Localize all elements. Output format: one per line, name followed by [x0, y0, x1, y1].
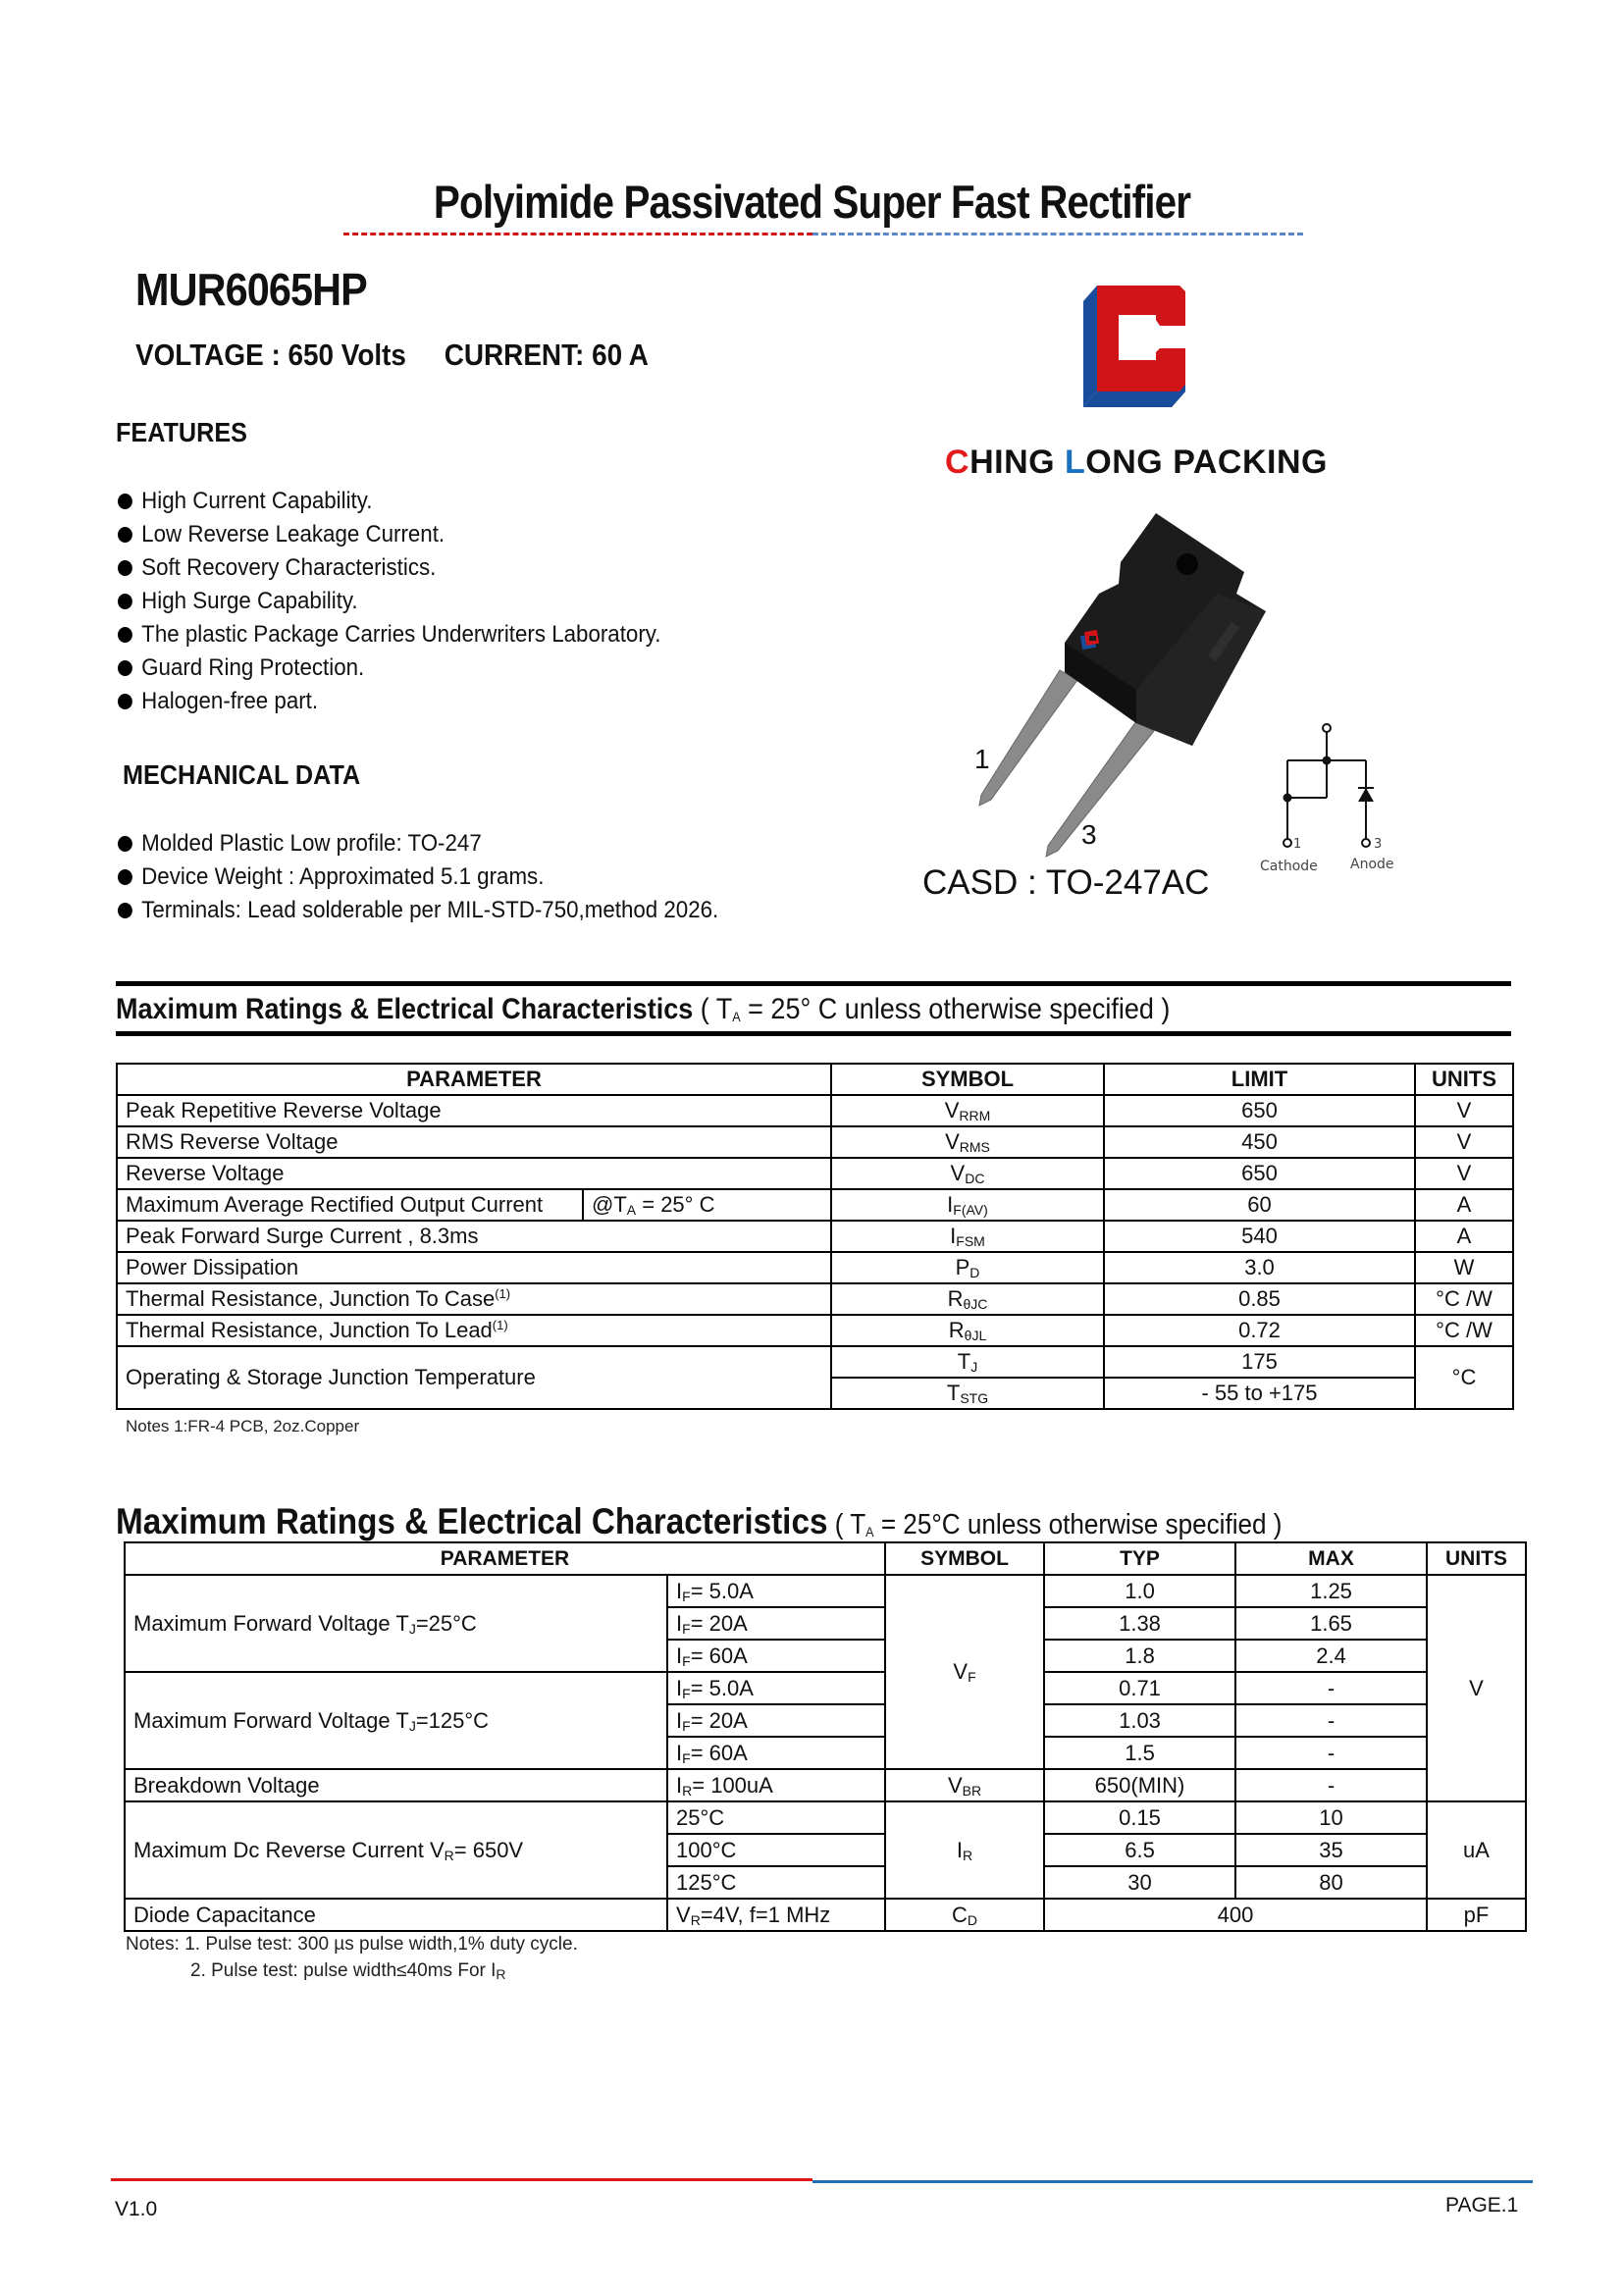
parameter-text: Maximum Forward Voltage T	[133, 1610, 409, 1636]
typ-value: 30	[1127, 1869, 1152, 1895]
parameter-text: RMS Reverse Voltage	[126, 1129, 339, 1154]
condition-subscript: F	[682, 1685, 691, 1701]
typ-cell	[1044, 1672, 1235, 1704]
symbol-cell	[831, 1158, 1104, 1189]
limit-value: 540	[1241, 1224, 1278, 1248]
table-row	[117, 1315, 1513, 1346]
units-value: W	[1453, 1255, 1475, 1279]
condition-cell	[667, 1866, 885, 1899]
units-cell	[1415, 1315, 1513, 1346]
page-number: PAGE.1	[1445, 2194, 1519, 2217]
table-row	[125, 1801, 1526, 1834]
units-cell	[1415, 1126, 1513, 1158]
limit-cell	[1104, 1346, 1415, 1378]
units-value: pF	[1463, 1902, 1490, 1927]
typ-cell	[1044, 1607, 1235, 1640]
header-limit: LIMIT	[1104, 1064, 1415, 1095]
condition-text: = 20A	[690, 1707, 748, 1733]
condition-text: = 5.0A	[690, 1578, 754, 1603]
mechanical-item-text: Terminals: Lead solderable per MIL-STD-750,method 2026.	[141, 897, 719, 923]
typ-value: 1.0	[1125, 1578, 1155, 1603]
feature-item-text: High Current Capability.	[141, 488, 373, 514]
parameter-text: Peak Forward Surge Current , 8.3ms	[126, 1224, 479, 1248]
feature-item	[118, 685, 660, 718]
units-value: °C	[1451, 1365, 1477, 1389]
symbol-subscript: θJC	[963, 1296, 988, 1312]
condition-cell	[667, 1769, 885, 1801]
bullet-icon	[118, 836, 132, 852]
ratings-summary	[135, 338, 649, 373]
symbol-cell	[831, 1189, 1104, 1221]
limit-cell	[1104, 1189, 1415, 1221]
symbol-main: P	[955, 1255, 970, 1279]
bullet-icon	[118, 594, 132, 609]
condition-text: @T	[592, 1192, 627, 1217]
current-rating: CURRENT: 60 A	[444, 338, 649, 372]
diode-schematic-icon	[1246, 721, 1418, 888]
symbol-subscript: θJL	[964, 1328, 987, 1343]
condition-cell	[667, 1575, 885, 1607]
max-value: 1.65	[1310, 1610, 1352, 1636]
parameter-text: Power Dissipation	[126, 1255, 299, 1279]
max-value: -	[1327, 1675, 1336, 1700]
title-underline	[343, 233, 1303, 236]
bullet-icon	[118, 494, 132, 509]
header-typ: TYP	[1044, 1542, 1235, 1575]
limit-value: 650	[1241, 1098, 1278, 1122]
symbol-main: C	[952, 1902, 968, 1927]
pin-3-label: 3	[1081, 819, 1097, 850]
header-parameter: PARAMETER	[117, 1064, 831, 1095]
bullet-icon	[118, 869, 132, 885]
typ-cell	[1044, 1575, 1235, 1607]
anode-label: Anode	[1350, 857, 1394, 872]
limit-value: 650	[1241, 1161, 1278, 1185]
typ-cell	[1044, 1866, 1235, 1899]
symbol-subscript: DC	[965, 1171, 985, 1186]
condition-text: I	[676, 1772, 683, 1798]
header-symbol: SYMBOL	[831, 1064, 1104, 1095]
units-value: °C /W	[1436, 1318, 1493, 1342]
feature-item	[118, 652, 660, 685]
value-cell	[1044, 1899, 1427, 1931]
max-cell	[1235, 1801, 1427, 1834]
cathode-label: Cathode	[1260, 859, 1318, 874]
symbol-main: I	[947, 1192, 954, 1217]
company-name: CHING LONG PACKING	[945, 443, 1328, 481]
typ-value: 0.71	[1119, 1675, 1161, 1700]
features-list	[118, 485, 702, 718]
condition-text: = 100uA	[692, 1772, 773, 1798]
max-value: -	[1327, 1740, 1336, 1765]
table-row	[125, 1899, 1526, 1931]
typ-cell	[1044, 1834, 1235, 1866]
symbol-subscript: F	[968, 1669, 976, 1685]
units-cell	[1415, 1189, 1513, 1221]
units-value: V	[1456, 1161, 1472, 1185]
bullet-icon	[118, 627, 132, 643]
limit-value: 0.85	[1238, 1286, 1281, 1311]
parameter-cell	[117, 1252, 831, 1283]
symbol-cell	[831, 1252, 1104, 1283]
bullet-icon	[118, 660, 132, 676]
table-row	[125, 1575, 1526, 1607]
condition-cell	[667, 1737, 885, 1769]
condition-text: = 60A	[690, 1740, 748, 1765]
bullet-icon	[118, 527, 132, 543]
max-cell	[1235, 1769, 1427, 1801]
table-row	[117, 1283, 1513, 1315]
condition-text: 125°C	[676, 1869, 737, 1895]
max-value: 80	[1319, 1869, 1343, 1895]
table-row	[117, 1126, 1513, 1158]
note-reference: (1)	[492, 1318, 508, 1332]
parameter-cell	[125, 1575, 667, 1672]
schematic-pin3-label: 3	[1374, 837, 1383, 852]
feature-item-text: Guard Ring Protection.	[141, 654, 365, 681]
symbol-cell	[831, 1221, 1104, 1252]
units-cell	[1415, 1252, 1513, 1283]
max-cell	[1235, 1704, 1427, 1737]
header-parameter: PARAMETER	[125, 1542, 885, 1575]
typ-value: 1.38	[1119, 1610, 1161, 1636]
symbol-main: I	[950, 1224, 957, 1248]
company-logo-icon	[1070, 282, 1192, 407]
capacitance-value: 400	[1217, 1902, 1254, 1927]
table1-note: Notes 1:FR-4 PCB, 2oz.Copper	[126, 1417, 360, 1435]
max-value: -	[1327, 1707, 1336, 1733]
limit-cell	[1104, 1126, 1415, 1158]
max-cell	[1235, 1575, 1427, 1607]
mechanical-item-text: Device Weight : Approximated 5.1 grams.	[141, 863, 545, 890]
parameter-text: Diode Capacitance	[133, 1902, 316, 1927]
limit-value: 60	[1247, 1192, 1272, 1217]
parameter-subscript: J	[408, 1620, 416, 1637]
feature-item-text: Soft Recovery Characteristics.	[141, 554, 437, 581]
units-cell	[1415, 1158, 1513, 1189]
condition-text: = 25° C	[636, 1192, 715, 1217]
table-header-row	[125, 1542, 1526, 1575]
parameter-cell	[117, 1158, 831, 1189]
mechanical-heading: MECHANICAL DATA	[123, 759, 361, 790]
mechanical-item	[118, 827, 718, 861]
table-row	[125, 1769, 1526, 1801]
typ-cell	[1044, 1801, 1235, 1834]
condition-text: I	[676, 1643, 683, 1668]
section1-bottom-rule	[116, 1031, 1511, 1036]
typ-cell	[1044, 1704, 1235, 1737]
max-cell	[1235, 1737, 1427, 1769]
symbol-subscript: BR	[962, 1782, 982, 1799]
parameter-cell	[125, 1769, 667, 1801]
condition-subscript: A	[626, 1202, 637, 1218]
condition-text: = 20A	[690, 1610, 748, 1636]
symbol-main: V	[944, 1098, 960, 1122]
units-cell	[1415, 1221, 1513, 1252]
condition-subscript: F	[682, 1588, 691, 1604]
limit-cell	[1104, 1378, 1415, 1409]
parameter-text: = 650V	[453, 1837, 524, 1862]
units-value: uA	[1463, 1837, 1490, 1862]
condition-text: I	[676, 1740, 683, 1765]
parameter-text: =25°C	[415, 1610, 477, 1636]
note-reference: (1)	[495, 1286, 511, 1301]
header-max: MAX	[1235, 1542, 1427, 1575]
limit-value: 0.72	[1238, 1318, 1281, 1342]
footer-rule-blue	[812, 2180, 1533, 2183]
limit-cell	[1104, 1283, 1415, 1315]
symbol-cell	[885, 1769, 1044, 1801]
parameter-text: Reverse Voltage	[126, 1161, 285, 1185]
table-row	[117, 1158, 1513, 1189]
voltage-rating: VOLTAGE : 650 Volts	[135, 338, 406, 372]
condition-text: 25°C	[676, 1804, 725, 1830]
symbol-main: T	[957, 1349, 971, 1374]
limit-cell	[1104, 1158, 1415, 1189]
units-cell	[1415, 1283, 1513, 1315]
symbol-subscript: R	[963, 1847, 973, 1863]
feature-item	[118, 518, 660, 551]
condition-text: I	[676, 1675, 683, 1700]
table2-note-2: 2. Pulse test: pulse width≤40ms For $I_R$	[190, 1960, 506, 1982]
case-label: CASD : TO-247AC	[922, 863, 1210, 902]
limit-cell	[1104, 1221, 1415, 1252]
limit-cell	[1104, 1095, 1415, 1126]
condition-subscript: F	[682, 1652, 691, 1669]
table-row	[117, 1095, 1513, 1126]
max-cell	[1235, 1640, 1427, 1672]
header-units: UNITS	[1415, 1064, 1513, 1095]
bullet-icon	[118, 560, 132, 576]
pin-1-label: 1	[974, 744, 990, 774]
condition-text: = 60A	[690, 1643, 748, 1668]
condition-text: I	[676, 1610, 683, 1636]
section2-heading: Maximum Ratings & Electrical Characteristics ( $T_A = 25^\circ C$ unless otherwise specified )	[116, 1501, 1283, 1541]
symbol-main: R	[947, 1286, 964, 1311]
condition-subscript: R	[690, 1911, 701, 1928]
symbol-subscript: RRM	[959, 1108, 991, 1123]
typ-cell	[1044, 1737, 1235, 1769]
max-cell	[1235, 1866, 1427, 1899]
condition-subscript: R	[682, 1782, 693, 1799]
max-value: 10	[1319, 1804, 1343, 1830]
max-cell	[1235, 1834, 1427, 1866]
feature-item-text: High Surge Capability.	[141, 588, 358, 614]
section1-top-rule	[116, 981, 1511, 986]
parameter-cell	[117, 1283, 831, 1315]
version-label: V1.0	[115, 2198, 158, 2220]
parameter-text: Operating & Storage Junction Temperature	[126, 1365, 536, 1389]
feature-item	[118, 485, 660, 518]
parameter-cell	[117, 1315, 831, 1346]
electrical-characteristics-table	[124, 1541, 1527, 1932]
document-title: Polyimide Passivated Super Fast Rectifier	[433, 176, 1191, 228]
condition-cell	[667, 1672, 885, 1704]
typ-value: 650(MIN)	[1094, 1772, 1185, 1798]
symbol-cell	[831, 1315, 1104, 1346]
header-units: UNITS	[1427, 1542, 1526, 1575]
symbol-main: V	[945, 1129, 960, 1154]
parameter-text: Peak Repetitive Reverse Voltage	[126, 1098, 442, 1122]
footer-rule-red	[111, 2178, 812, 2181]
table2-note-1: Notes: 1. Pulse test: 300 µs pulse width,1% duty cycle.	[126, 1934, 578, 1955]
parameter-cell	[117, 1126, 831, 1158]
symbol-cell	[885, 1575, 1044, 1769]
condition-cell	[583, 1189, 831, 1221]
limit-value: 175	[1241, 1349, 1278, 1374]
symbol-subscript: RMS	[959, 1139, 990, 1155]
feature-item-text: The plastic Package Carries Underwriters Laboratory.	[141, 621, 661, 648]
limit-value: 450	[1241, 1129, 1278, 1154]
units-value: °C /W	[1436, 1286, 1493, 1311]
typ-value: 1.03	[1119, 1707, 1161, 1733]
condition-text: I	[676, 1578, 683, 1603]
max-cell	[1235, 1672, 1427, 1704]
condition-text: I	[676, 1707, 683, 1733]
typ-value: 1.8	[1125, 1643, 1155, 1668]
units-value: A	[1456, 1224, 1472, 1248]
symbol-cell	[831, 1346, 1104, 1378]
condition-cell	[667, 1607, 885, 1640]
symbol-cell	[831, 1095, 1104, 1126]
symbol-main: T	[946, 1381, 961, 1405]
symbol-cell	[831, 1126, 1104, 1158]
parameter-text: Maximum Forward Voltage T	[133, 1707, 409, 1733]
parameter-subscript: R	[444, 1847, 454, 1863]
symbol-subscript: J	[970, 1359, 978, 1375]
typ-cell	[1044, 1640, 1235, 1672]
units-value: V	[1456, 1129, 1472, 1154]
mechanical-item	[118, 861, 718, 894]
bullet-icon	[118, 903, 132, 918]
units-value: V	[1456, 1098, 1472, 1122]
parameter-cell	[125, 1801, 667, 1899]
symbol-cell	[831, 1378, 1104, 1409]
parameter-text: Maximum Dc Reverse Current V	[133, 1837, 445, 1862]
parameter-text: Maximum Average Rectified Output Current	[126, 1192, 544, 1217]
symbol-main: V	[953, 1659, 969, 1684]
condition-text: =4V, f=1 MHz	[700, 1902, 831, 1927]
condition-text: V	[676, 1902, 691, 1927]
units-cell	[1427, 1801, 1526, 1899]
title-underline-blue	[812, 233, 1303, 235]
condition-subscript: F	[682, 1749, 691, 1766]
units-cell	[1415, 1095, 1513, 1126]
schematic-pin1-label: 1	[1293, 837, 1302, 852]
typ-value: 6.5	[1125, 1837, 1155, 1862]
symbol-subscript: D	[969, 1265, 980, 1280]
mechanical-list	[118, 827, 763, 927]
parameter-text: Thermal Resistance, Junction To Lead	[126, 1318, 493, 1342]
table-row	[117, 1252, 1513, 1283]
symbol-cell	[885, 1899, 1044, 1931]
title-underline-red	[343, 233, 812, 235]
feature-item-text: Halogen-free part.	[141, 688, 319, 714]
symbol-main: R	[948, 1318, 965, 1342]
mechanical-item-text: Molded Plastic Low profile: TO-247	[141, 830, 482, 857]
parameter-subscript: J	[408, 1717, 416, 1734]
feature-item	[118, 585, 660, 618]
condition-cell	[667, 1704, 885, 1737]
parameter-cell	[117, 1095, 831, 1126]
limit-value: 3.0	[1244, 1255, 1275, 1279]
table-row	[117, 1189, 1513, 1221]
symbol-subscript: F(AV)	[953, 1202, 988, 1218]
parameter-cell	[117, 1189, 583, 1221]
condition-text: 100°C	[676, 1837, 737, 1862]
features-heading: FEATURES	[116, 417, 247, 447]
condition-cell	[667, 1801, 885, 1834]
max-cell	[1235, 1607, 1427, 1640]
table-row	[117, 1221, 1513, 1252]
condition-subscript: F	[682, 1717, 691, 1734]
limit-cell	[1104, 1252, 1415, 1283]
bullet-icon	[118, 694, 132, 709]
typ-value: 0.15	[1119, 1804, 1161, 1830]
units-cell	[1427, 1899, 1526, 1931]
typ-cell	[1044, 1769, 1235, 1801]
feature-item	[118, 551, 660, 585]
max-value: -	[1327, 1772, 1336, 1798]
symbol-cell	[831, 1283, 1104, 1315]
max-value: 2.4	[1316, 1643, 1346, 1668]
condition-cell	[667, 1834, 885, 1866]
table-row	[125, 1672, 1526, 1704]
units-value: V	[1469, 1675, 1484, 1700]
units-value: A	[1456, 1192, 1472, 1217]
section1-heading: Maximum Ratings & Electrical Characteristics ( $T_A = 25^\circ$ C unless otherwise specified )	[116, 993, 1171, 1025]
header-symbol: SYMBOL	[885, 1542, 1044, 1575]
units-cell	[1415, 1346, 1513, 1409]
table-header-row	[117, 1064, 1513, 1095]
max-value: 35	[1319, 1837, 1343, 1862]
parameter-cell	[117, 1346, 831, 1409]
max-value: 1.25	[1310, 1578, 1352, 1603]
parameter-cell	[117, 1221, 831, 1252]
condition-cell	[667, 1640, 885, 1672]
symbol-subscript: D	[967, 1911, 978, 1928]
symbol-main: V	[947, 1772, 963, 1798]
symbol-subscript: STG	[960, 1390, 989, 1406]
symbol-subscript: FSM	[956, 1233, 985, 1249]
part-number: MUR6065HP	[135, 264, 367, 315]
parameter-cell	[125, 1899, 667, 1931]
feature-item	[118, 618, 660, 652]
condition-subscript: F	[682, 1620, 691, 1637]
parameter-cell	[125, 1672, 667, 1769]
limit-cell	[1104, 1315, 1415, 1346]
table-row	[117, 1346, 1513, 1378]
symbol-main: I	[956, 1837, 964, 1862]
feature-item-text: Low Reverse Leakage Current.	[141, 521, 445, 548]
limit-value: - 55 to +175	[1201, 1381, 1318, 1405]
units-cell	[1427, 1575, 1526, 1801]
condition-text: = 5.0A	[690, 1675, 754, 1700]
parameter-text: Breakdown Voltage	[133, 1772, 320, 1798]
typ-value: 1.5	[1125, 1740, 1155, 1765]
max-ratings-table	[116, 1063, 1514, 1410]
parameter-text: Thermal Resistance, Junction To Case	[126, 1286, 496, 1311]
parameter-text: =125°C	[415, 1707, 490, 1733]
mechanical-item	[118, 894, 718, 927]
condition-cell	[667, 1899, 885, 1931]
symbol-main: V	[950, 1161, 966, 1185]
symbol-cell	[885, 1801, 1044, 1899]
